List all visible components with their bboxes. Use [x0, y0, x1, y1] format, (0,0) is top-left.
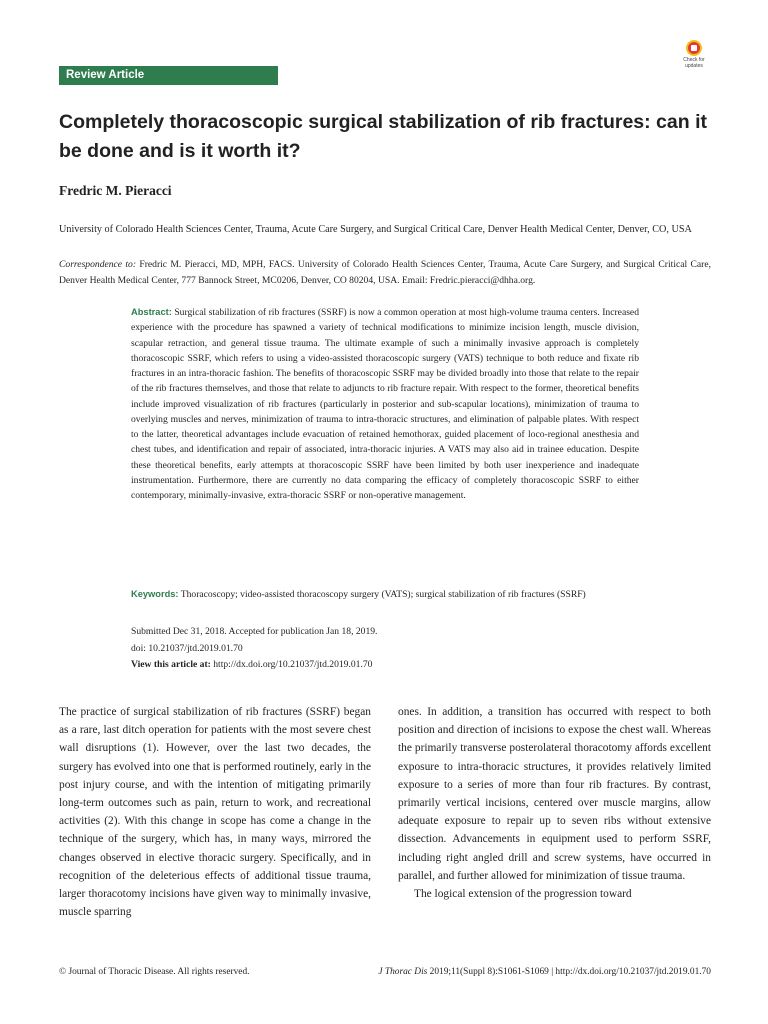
affiliation: University of Colorado Health Sciences Center, Trauma, Acute Care Surgery, and Surgical Critical Care, Denver Health Medical Center, Denver, CO, USA: [59, 224, 692, 235]
author-name[interactable]: Fredric M. Pieracci: [59, 183, 172, 198]
body-paragraph: ones. In addition, a transition has occurred with respect to both position and direction of incisions to expose the chest wall. Whereas the primarily transverse posterolateral thoracotomy affords excellent exposure to intra-thoracic structures, it provides relatively limited exposure to a series of more than four rib fractures. By contrast, primarily vertical incisions, centered over muscle margins, allow adequate exposure to repair up to seven ribs without extensive dissection. Advancements in equipment used to perform SSRF, including right angled drill and screw systems, have occurred in parallel, and further allowed for minimization of tissue trauma.: [398, 706, 711, 882]
abstract: [131, 305, 639, 503]
body-column-right: [398, 703, 711, 903]
article-title: Completely thoracoscopic surgical stabilization of rib fractures: can it be done and is it worth it?: [59, 111, 707, 162]
correspondence-text: Fredric M. Pieracci, MD, MPH, FACS. University of Colorado Health Sciences Center, Trauma, Acute Care Surgery, and Surgical Critical Care, Denver Health Medical Center, 777 Bannock Street, MC0206, Denver, CO 80204, USA. Email: Fredric.pieracci@dhha.org.: [59, 259, 711, 286]
keywords-text: Thoracoscopy; video-assisted thoracoscopy surgery (VATS); surgical stabilization of rib fractures (SSRF): [180, 589, 586, 600]
abstract-label: Abstract:: [131, 307, 172, 317]
crossmark-icon: [686, 40, 702, 56]
footer-journal: J Thorac Dis: [378, 967, 428, 977]
footer-citation: [326, 966, 711, 978]
article-meta: [131, 624, 377, 674]
correspondence-label: Correspondence to:: [59, 259, 137, 270]
keywords: [131, 587, 691, 602]
body-column-left: [59, 703, 371, 921]
abstract-text: Surgical stabilization of rib fractures (SSRF) is now a common operation at most high-volume trauma centers. Increased experience with the procedure has spawned a variety of technical modifications to minimize incision length, muscle division, scapular retraction, and general tissue trauma. The ultimate example of such a minimally invasive approach is completely thoracoscopic SSRF, which refers to using a video-assisted thoracoscopic surgery (VATS) technique to both reduce and fixate rib fractures in an intra-thoracic fashion. The benefits of thoracoscopic SSRF may be divided broadly into those that relate to the repair of the rib fractures themselves, and those that relate to adjuncts to rib fracture repair. With respect to the former, theoretical benefits include improved visualization of rib fractures (particularly in posterior and sub-scapular locations), minimization of trauma to overlying muscles and nerves, minimization of trauma to intra-thoracic structures, and elimination of palpable plates. With respect to the latter, theoretical advantages include evacuation of retained hemothorax, guided placement of loco-regional anesthesia and chest tubes, and identification and repair of associated, intra-thoracic injuries. A VATS may also aid in trainee education. Despite these theoretical benefits, early attempts at thoracoscopic SSRF have been limited by both user inexperience and inadequate instrumentation. Furthermore, there are currently no data comparing the efficacy of completely thoracoscopic SSRF to either contemporary, minimally-invasive, extra-thoracic SSRF or non-operative management.: [131, 307, 639, 501]
article-type-badge: Review Article: [59, 66, 278, 85]
body-paragraph: The logical extension of the progression toward: [414, 888, 632, 901]
correspondence: [59, 257, 711, 289]
check-for-updates-badge[interactable]: [677, 39, 711, 73]
view-article-link[interactable]: http://dx.doi.org/10.21037/jtd.2019.01.70: [213, 659, 373, 670]
footer-citation-text[interactable]: 2019;11(Suppl 8):S1061-S1069 | http://dx.doi.org/10.21037/jtd.2019.01.70: [427, 967, 711, 977]
submission-dates: Submitted Dec 31, 2018. Accepted for publication Jan 18, 2019.: [131, 626, 378, 637]
footer-copyright: © Journal of Thoracic Disease. All rights reserved.: [59, 967, 250, 977]
check-for-updates-label: Check for updates: [683, 57, 705, 69]
body-paragraph: The practice of surgical stabilization of rib fractures (SSRF) began as a rare, last ditch operation for patients with the most severe chest wall disruptions (1). However, over the last two decades, the surgery has evolved into one that is performed routinely, early in the post injury course, and with the intention of mitigating primarily long-term outcomes such as pain, return to work, and recreational activities (2). With this change in scope has come a change in the technique of the surgery, which has, in many ways, mirrored the changes observed in elective thoracic surgery. Specifically, and in recognition of the deleterious effects of additional tissue trauma, larger thoracotomy incisions have given way to minimally invasive, muscle sparring: [59, 706, 371, 919]
doi[interactable]: doi: 10.21037/jtd.2019.01.70: [131, 642, 243, 654]
view-article-label: View this article at:: [131, 659, 211, 670]
keywords-label: Keywords:: [131, 589, 179, 599]
view-article-line: [131, 657, 377, 674]
